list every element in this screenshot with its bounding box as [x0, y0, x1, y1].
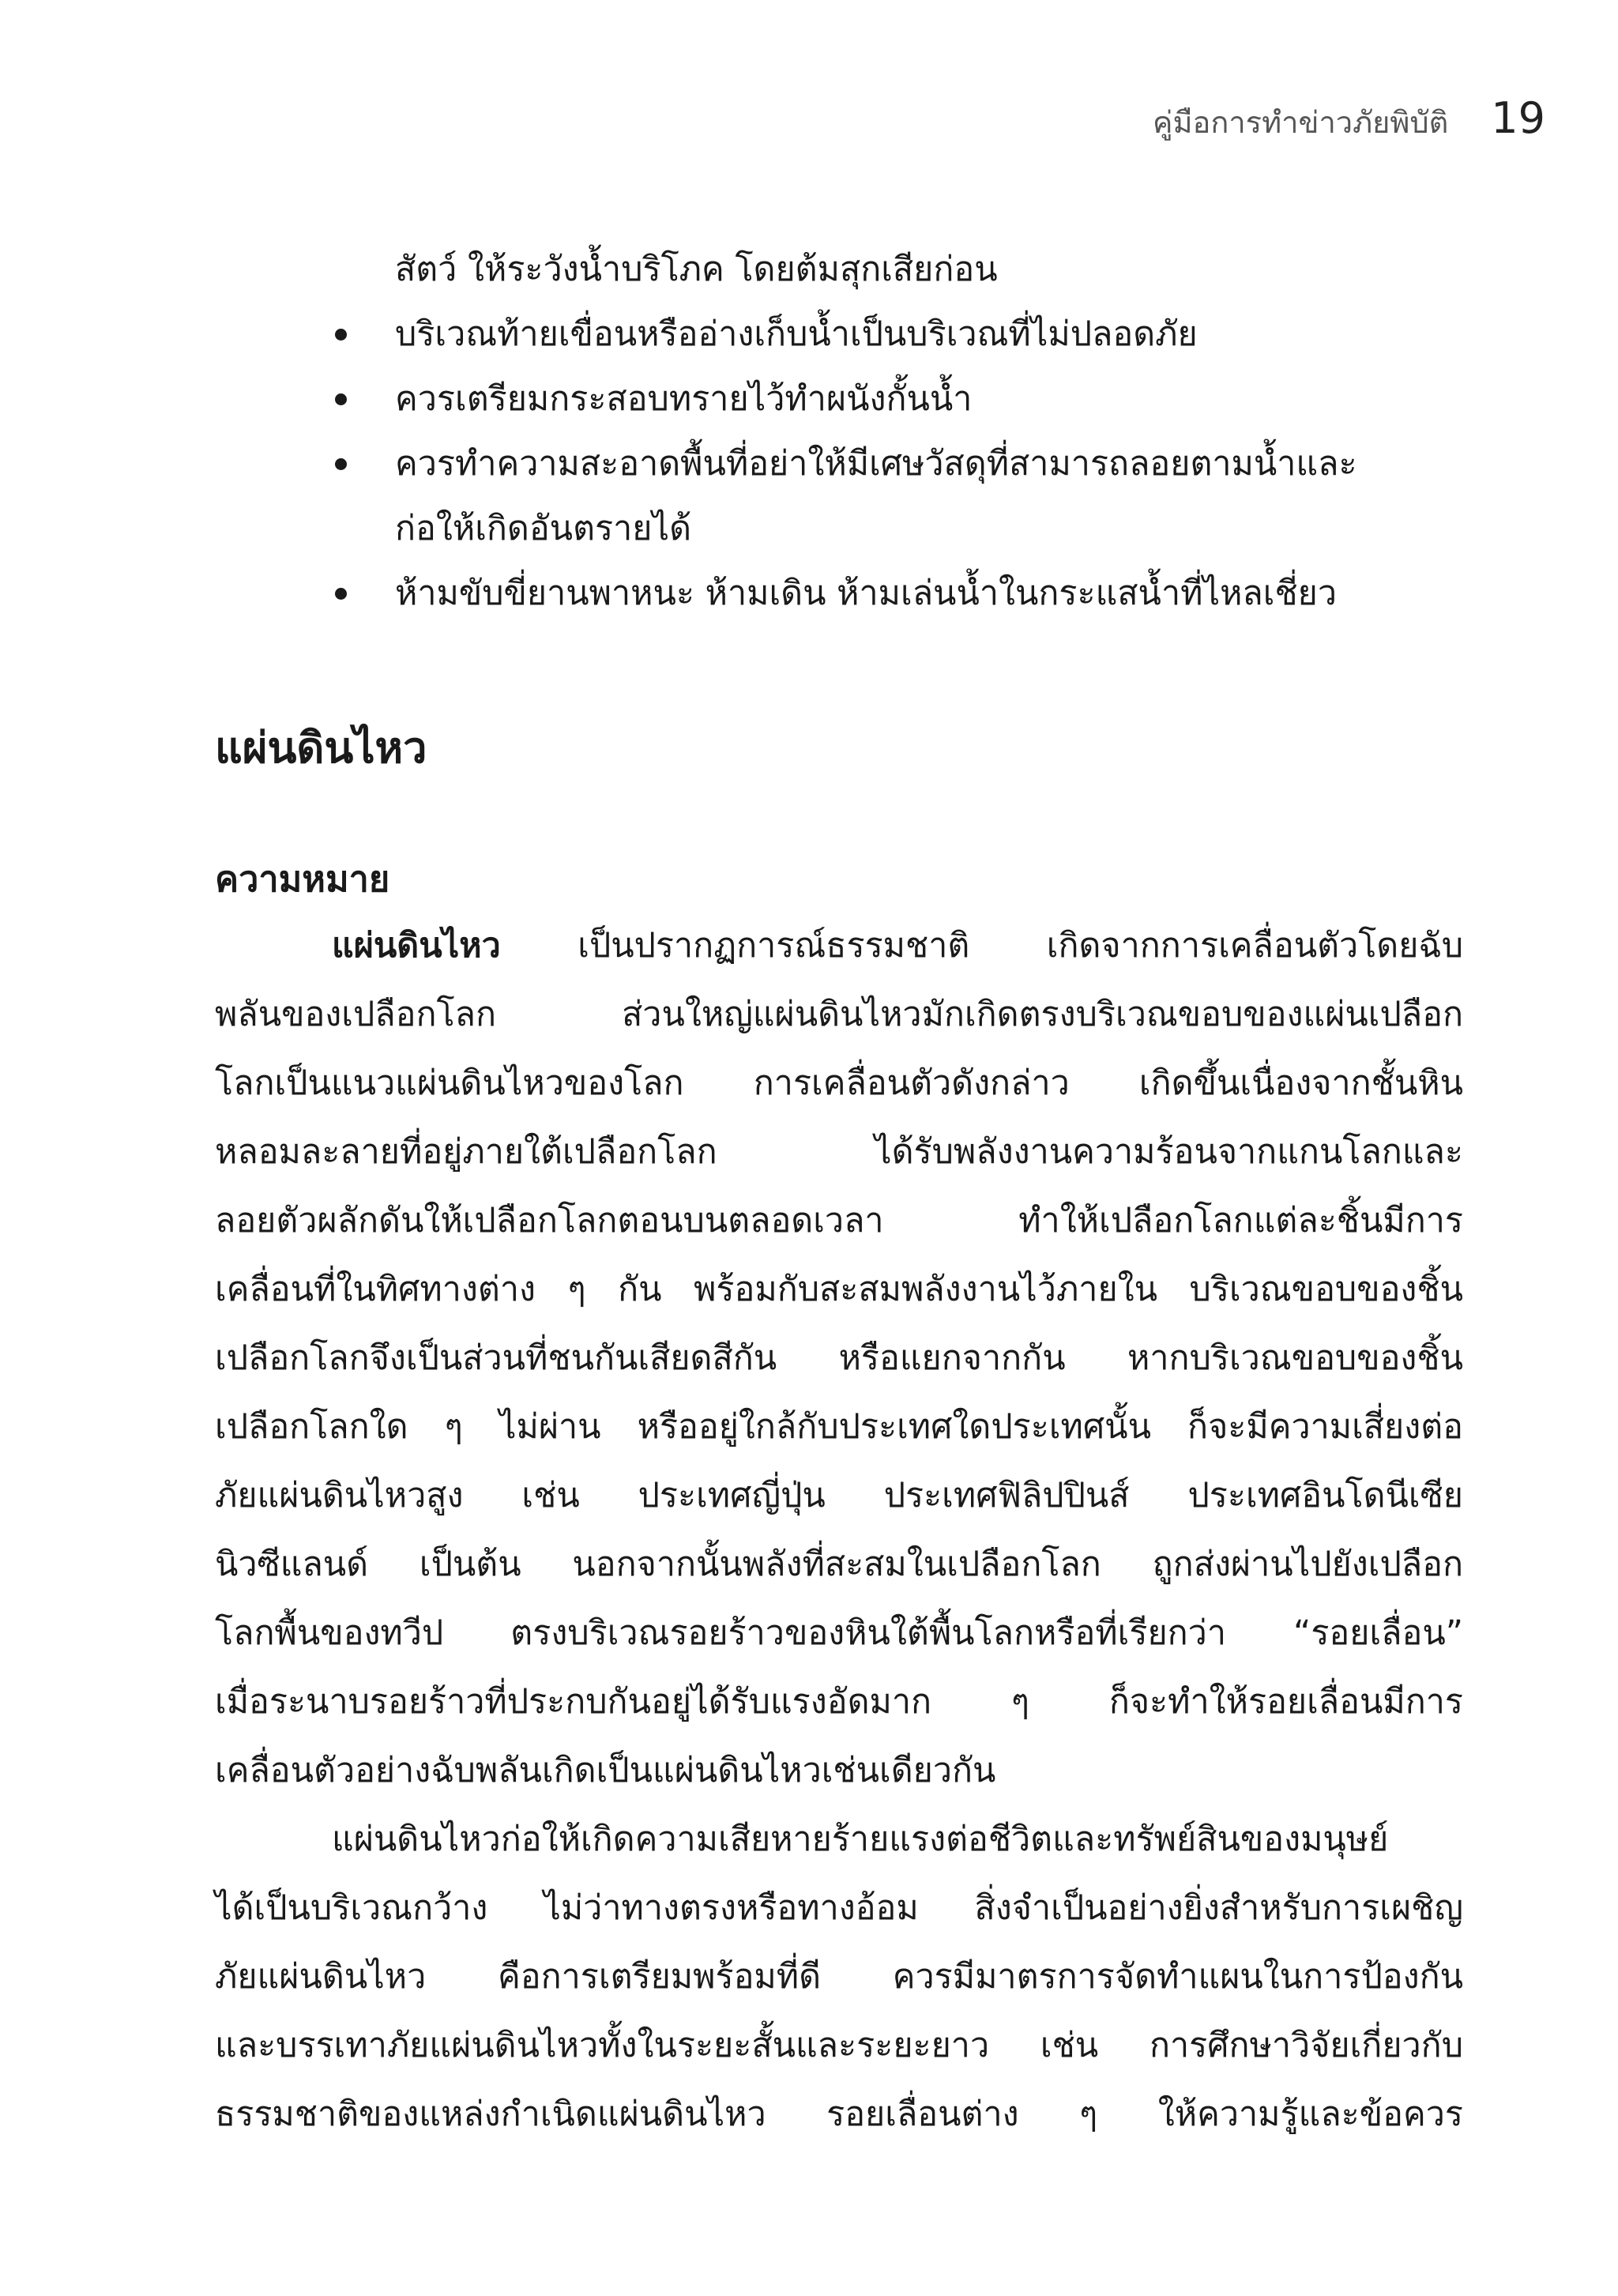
bullet-text: ควรเตรียมกระสอบทรายไว้ทำผนังกั้นน้ำ	[395, 379, 973, 419]
lead-term: แผ่นดินไหว	[332, 926, 501, 965]
paragraph-line: โลกเป็นแนวแผ่นดินไหวของโลก การเคลื่อนตัวดังกล่าว เกิดขึ้นเนื่องจากชั้นหิน	[215, 1063, 1463, 1103]
bullet-list	[215, 302, 1463, 626]
sub-heading: ความหมาย	[215, 858, 390, 900]
paragraph-line: ภัยแผ่นดินไหวสูง เช่น ประเทศญี่ปุ่น ประเทศฟิลิปปินส์ ประเทศอินโดนีเซีย	[215, 1476, 1463, 1515]
paragraph-line: แผ่นดินไหวก่อให้เกิดความเสียหายร้ายแรงต่อชีวิตและทรัพย์สินของมนุษย์	[332, 1820, 1389, 1859]
lead-line-text: เป็นปรากฏการณ์ธรรมชาติ เกิดจากการเคลื่อนตัวโดยฉับ	[500, 926, 1463, 965]
bullet-item	[215, 561, 1463, 626]
bullet-text: ห้ามขับขี่ยานพาหนะ ห้ามเดิน ห้ามเล่นน้ำในกระแสน้ำที่ไหลเชี่ยว	[395, 574, 1337, 613]
bullet-text: บริเวณท้ายเขื่อนหรืออ่างเก็บน้ำเป็นบริเวณที่ไม่ปลอดภัย	[395, 314, 1198, 354]
paragraph-line: เคลื่อนตัวอย่างฉับพลันเกิดเป็นแผ่นดินไหวเช่นเดียวกัน	[215, 1751, 996, 1790]
paragraph-line: เคลื่อนที่ในทิศทางต่าง ๆ กัน พร้อมกับสะสมพลังงานไว้ภายใน บริเวณขอบของชิ้น	[215, 1270, 1463, 1309]
paragraph-line: เปลือกโลกจึงเป็นส่วนที่ชนกันเสียดสีกัน หรือแยกจากกัน หากบริเวณขอบของชิ้น	[215, 1338, 1463, 1378]
bullet-item	[215, 302, 1463, 367]
running-title: คู่มือการทำข่าวภัยพิบัติ	[1153, 105, 1449, 140]
bullet-item	[215, 367, 1463, 431]
paragraph-line: ได้เป็นบริเวณกว้าง ไม่ว่าทางตรงหรือทางอ้อม สิ่งจำเป็นอย่างยิ่งสำหรับการเผชิญ	[215, 1888, 1463, 1928]
paragraph-definition	[215, 912, 1463, 1805]
bullet-dot-icon	[335, 588, 347, 600]
paragraph-line: ลอยตัวผลักดันให้เปลือกโลกตอนบนตลอดเวลา ทำให้เปลือกโลกแต่ละชิ้นมีการ	[215, 1201, 1463, 1240]
running-header	[1153, 93, 1545, 146]
paragraph-line: หลอมละลายที่อยู่ภายใต้เปลือกโลก ได้รับพลังงานความร้อนจากแกนโลกและ	[215, 1132, 1463, 1172]
paragraph-line: เมื่อระนาบรอยร้าวที่ประกบกันอยู่ได้รับแรงอัดมาก ๆ ก็จะทำให้รอยเลื่อนมีการ	[215, 1682, 1463, 1722]
continued-bullet-line: สัตว์ ให้ระวังน้ำบริโภค โดยต้มสุกเสียก่อน	[395, 250, 998, 289]
paragraph-line: พลันของเปลือกโลก ส่วนใหญ่แผ่นดินไหวมักเกิดตรงบริเวณขอบของแผ่นเปลือก	[215, 995, 1463, 1034]
paragraph-line: โลกพื้นของทวีป ตรงบริเวณรอยร้าวของหินใต้พื้นโลกหรือที่เรียกว่า “รอยเลื่อน”	[215, 1613, 1463, 1653]
bullet-dot-icon	[335, 393, 347, 405]
bullet-text: ก่อให้เกิดอันตรายได้	[395, 509, 691, 548]
page-number: 19	[1491, 93, 1545, 143]
page-content	[215, 237, 1463, 2149]
paragraph-line: และบรรเทาภัยแผ่นดินไหวทั้งในระยะสั้นและระยะยาว เช่น การศึกษาวิจัยเกี่ยวกับ	[215, 2026, 1463, 2065]
bullet-item	[215, 431, 1463, 561]
paragraph-impact	[215, 1805, 1463, 2149]
paragraph-line: ภัยแผ่นดินไหว คือการเตรียมพร้อมที่ดี ควรมีมาตรการจัดทำแผนในการป้องกัน	[215, 1957, 1463, 1997]
bullet-dot-icon	[335, 458, 347, 470]
paragraph-line: เปลือกโลกใด ๆ ไม่ผ่าน หรืออยู่ใกล้กับประเทศใดประเทศนั้น ก็จะมีความเสี่ยงต่อ	[215, 1407, 1463, 1447]
paragraph-line: นิวซีแลนด์ เป็นต้น นอกจากนั้นพลังที่สะสมในเปลือกโลก ถูกส่งผ่านไปยังเปลือก	[215, 1545, 1463, 1584]
section-heading: แผ่นดินไหว	[215, 723, 427, 773]
paragraph-line: ธรรมชาติของแหล่งกำเนิดแผ่นดินไหว รอยเลื่อนต่าง ๆ ให้ความรู้และข้อควร	[215, 2095, 1463, 2134]
bullet-text: ควรทำความสะอาดพื้นที่อย่าให้มีเศษวัสดุที่สามารถลอยตามน้ำและ	[395, 444, 1357, 484]
bullet-dot-icon	[335, 329, 347, 341]
paragraph-line	[215, 912, 1463, 981]
